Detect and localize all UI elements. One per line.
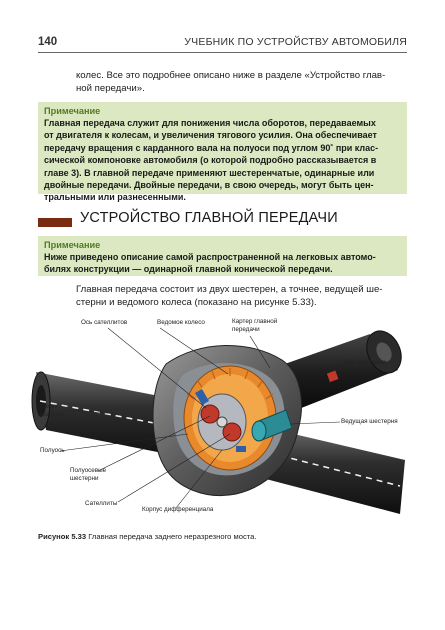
note-line: билях конструкции — одинарной главной конической передачи. <box>44 264 333 275</box>
section-title: УСТРОЙСТВО ГЛАВНОЙ ПЕРЕДАЧИ <box>80 210 338 226</box>
label-satellite-axis: Ось сателлитов <box>81 319 128 326</box>
header-divider <box>38 52 407 53</box>
paragraph-line-2: стерни и ведомого колеса (показано на рисунке 5.33). <box>76 297 317 308</box>
caption-text: Главная передача заднего неразрезного моста. <box>88 532 257 541</box>
label-drive-gear: Ведущая шестерня <box>341 418 398 425</box>
label-satellites: Сателлиты <box>85 500 118 507</box>
note-line: тральными или разнесенными. <box>44 192 186 203</box>
book-title: УЧЕБНИК ПО УСТРОЙСТВУ АВТОМОБИЛЯ <box>184 36 407 48</box>
note-label: Примечание <box>44 106 101 116</box>
label-housing-line-1: Картер главной <box>232 318 278 325</box>
page-number: 140 <box>38 36 58 48</box>
label-shaft-gear: Вал шестерни <box>344 359 386 366</box>
section-marker <box>38 218 72 227</box>
label-axle-housing-line-2: полуоси <box>40 411 64 418</box>
note-label: Примечание <box>44 240 101 250</box>
figure-caption <box>38 532 256 541</box>
note-box-2 <box>38 236 407 276</box>
note-line: передачу вращения с карданного вала на полуоси под углом 90˚ при клас- <box>44 142 379 153</box>
note-line: Главная передача служит для понижения числа оборотов, передаваемых <box>44 118 376 128</box>
intro-line-2: ной передачи». <box>76 83 145 94</box>
label-housing-line-2: передачи <box>232 326 260 333</box>
label-side-gears-line-2: шестерни <box>70 475 99 482</box>
note-line: Ниже приведено описание самой распространенной на легковых автомо- <box>44 252 376 262</box>
label-half-shaft: Полуось <box>40 447 65 454</box>
note-box-1 <box>38 102 407 203</box>
note-line: от двигателя к колесам, и увеличения тягового усилия. Она обеспечивает <box>44 130 377 141</box>
label-diff-case: Корпус дифференциала <box>142 506 214 513</box>
intro-line-1: колес. Все это подробнее описано ниже в разделе «Устройство глав- <box>76 70 386 81</box>
caption-number: Рисунок 5.33 <box>38 532 87 541</box>
label-driven-wheel: Ведомое колесо <box>157 319 205 326</box>
note-line: главе 3). В главной передаче применяют шестеренчатые, одинарные или <box>44 167 375 178</box>
note-line: двойные передачи. Двойные передачи, в свою очередь, могут быть цен- <box>44 180 374 191</box>
note-line: сической компоновке автомобиля (о которой подробно рассказывается в <box>44 155 377 166</box>
label-side-gears-line-1: Полуосевые <box>70 467 107 474</box>
label-axle-housing-line-1: Кожух <box>40 403 58 410</box>
paragraph-line-1: Главная передача состоит из двух шестерен, а точнее, ведущей ше- <box>76 284 383 295</box>
